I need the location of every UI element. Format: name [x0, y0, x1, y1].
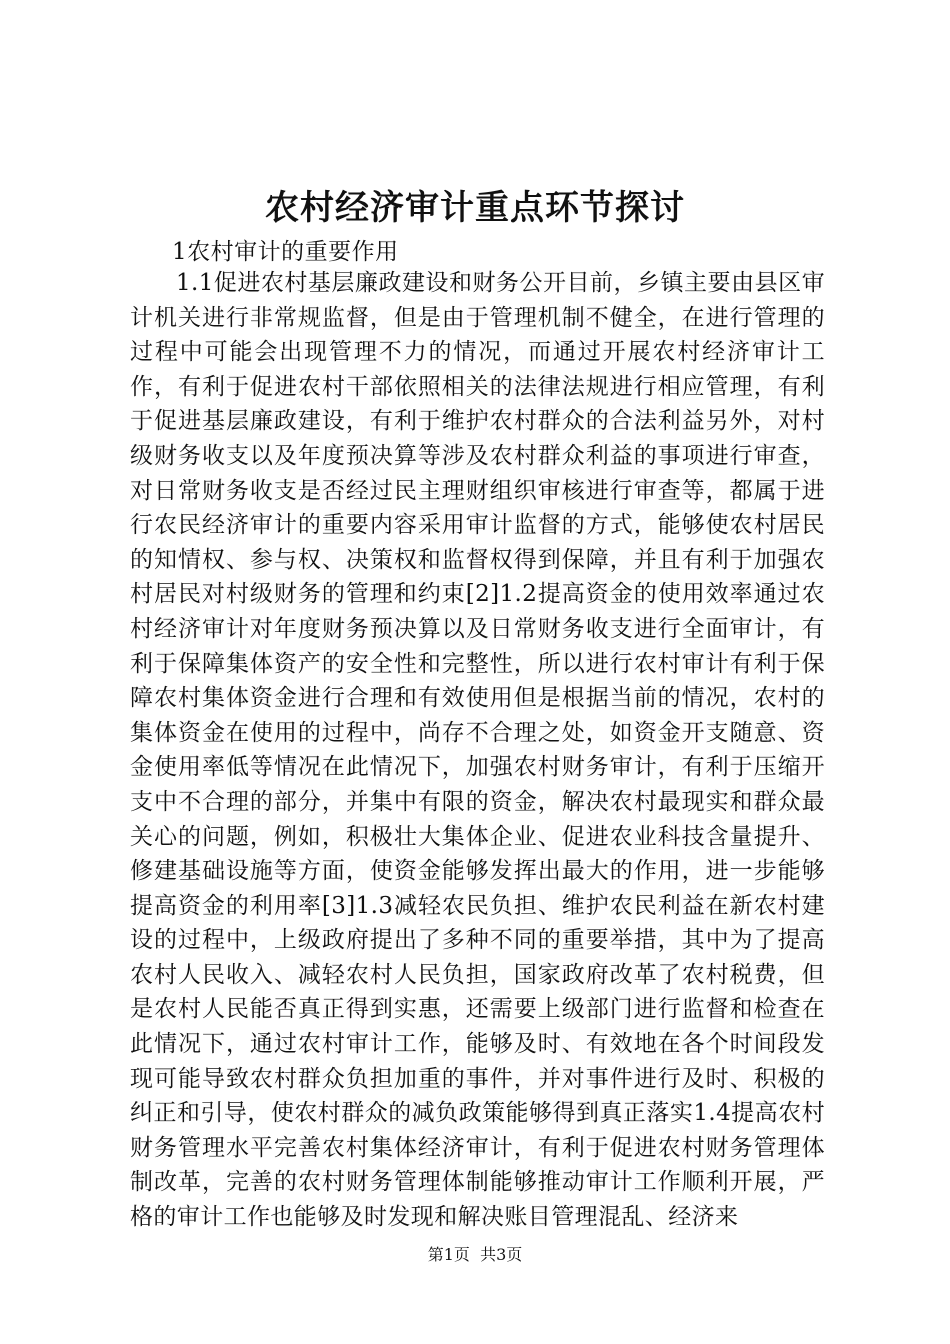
- section-heading: 1农村审计的重要作用: [172, 239, 399, 265]
- page-number: 第1页: [427, 1245, 470, 1264]
- document-title: 农村经济审计重点环节探讨: [265, 188, 685, 228]
- body-paragraph: 1.1促进农村基层廉政建设和财务公开目前，乡镇主要由县区审计机关进行非常规监督，但是由于管理机制不健全，在进行管理的过程中可能会出现管理不力的情况，而通过开展农村经济审计工作，有利于促进农村干部依照相关的法律法规进行相应管理，有利于促进基层廉政建设，有利于维护农村群众的合法利益另外，对村级财务收支以及年度预决算等涉及农村群众利益的事项进行审查，对日常财务收支是否经过民主理财组织审核进行审查等，都属于进行农民经济审计的重要内容采用审计监督的方式，能够使农村居民的知情权、参与权、决策权和监督权得到保障，并且有利于加强农村居民对村级财务的管理和约束[2]1.2提高资金的使用效率通过农村经济审计对年度财务预决算以及日常财务收支进行全面审计，有利于保障集体资产的安全性和完整性，所以进行农村审计有利于保障农村集体资金进行合理和有效使用但是根据当前的情况，农村的集体资金在使用的过程中，尚存不合理之处，如资金开支随意、资金使用率低等情况在此情况下，加强农村财务审计，有利于压缩开支中不合理的部分，并集中有限的资金，解决农村最现实和群众最关心的问题，例如，积极壮大集体企业、促进农业科技含量提升、修建基础设施等方面，使资金能够发挥出最大的作用，进一步能够提高资金的利用率[3]1.3减轻农民负担、维护农民利益在新农村建设的过程中，上级政府提出了多种不同的重要举措，其中为了提高农村人民收入、减轻农村人民负担，国家政府改革了农村税费，但是农村人民能否真正得到实惠，还需要上级部门进行监督和检查在此情况下，通过农村审计工作，能够及时、有效地在各个时间段发现可能导致农村群众负担加重的事件，并对事件进行及时、积极的纠正和引导，使农村群众的减负政策能够得到真正落实1.4提高农村财务管理水平完善农村集体经济审计，有利于促进农村财务管理体制改革，完善的农村财务管理体制能够推动审计工作顺利开展，严格的审计工作也能够及时发现和解决账目管理混乱、经济来: [130, 270, 825, 1231]
- page-total: 共3页: [480, 1245, 523, 1264]
- page-footer: [0, 1244, 950, 1266]
- footer-separator: [470, 1245, 480, 1264]
